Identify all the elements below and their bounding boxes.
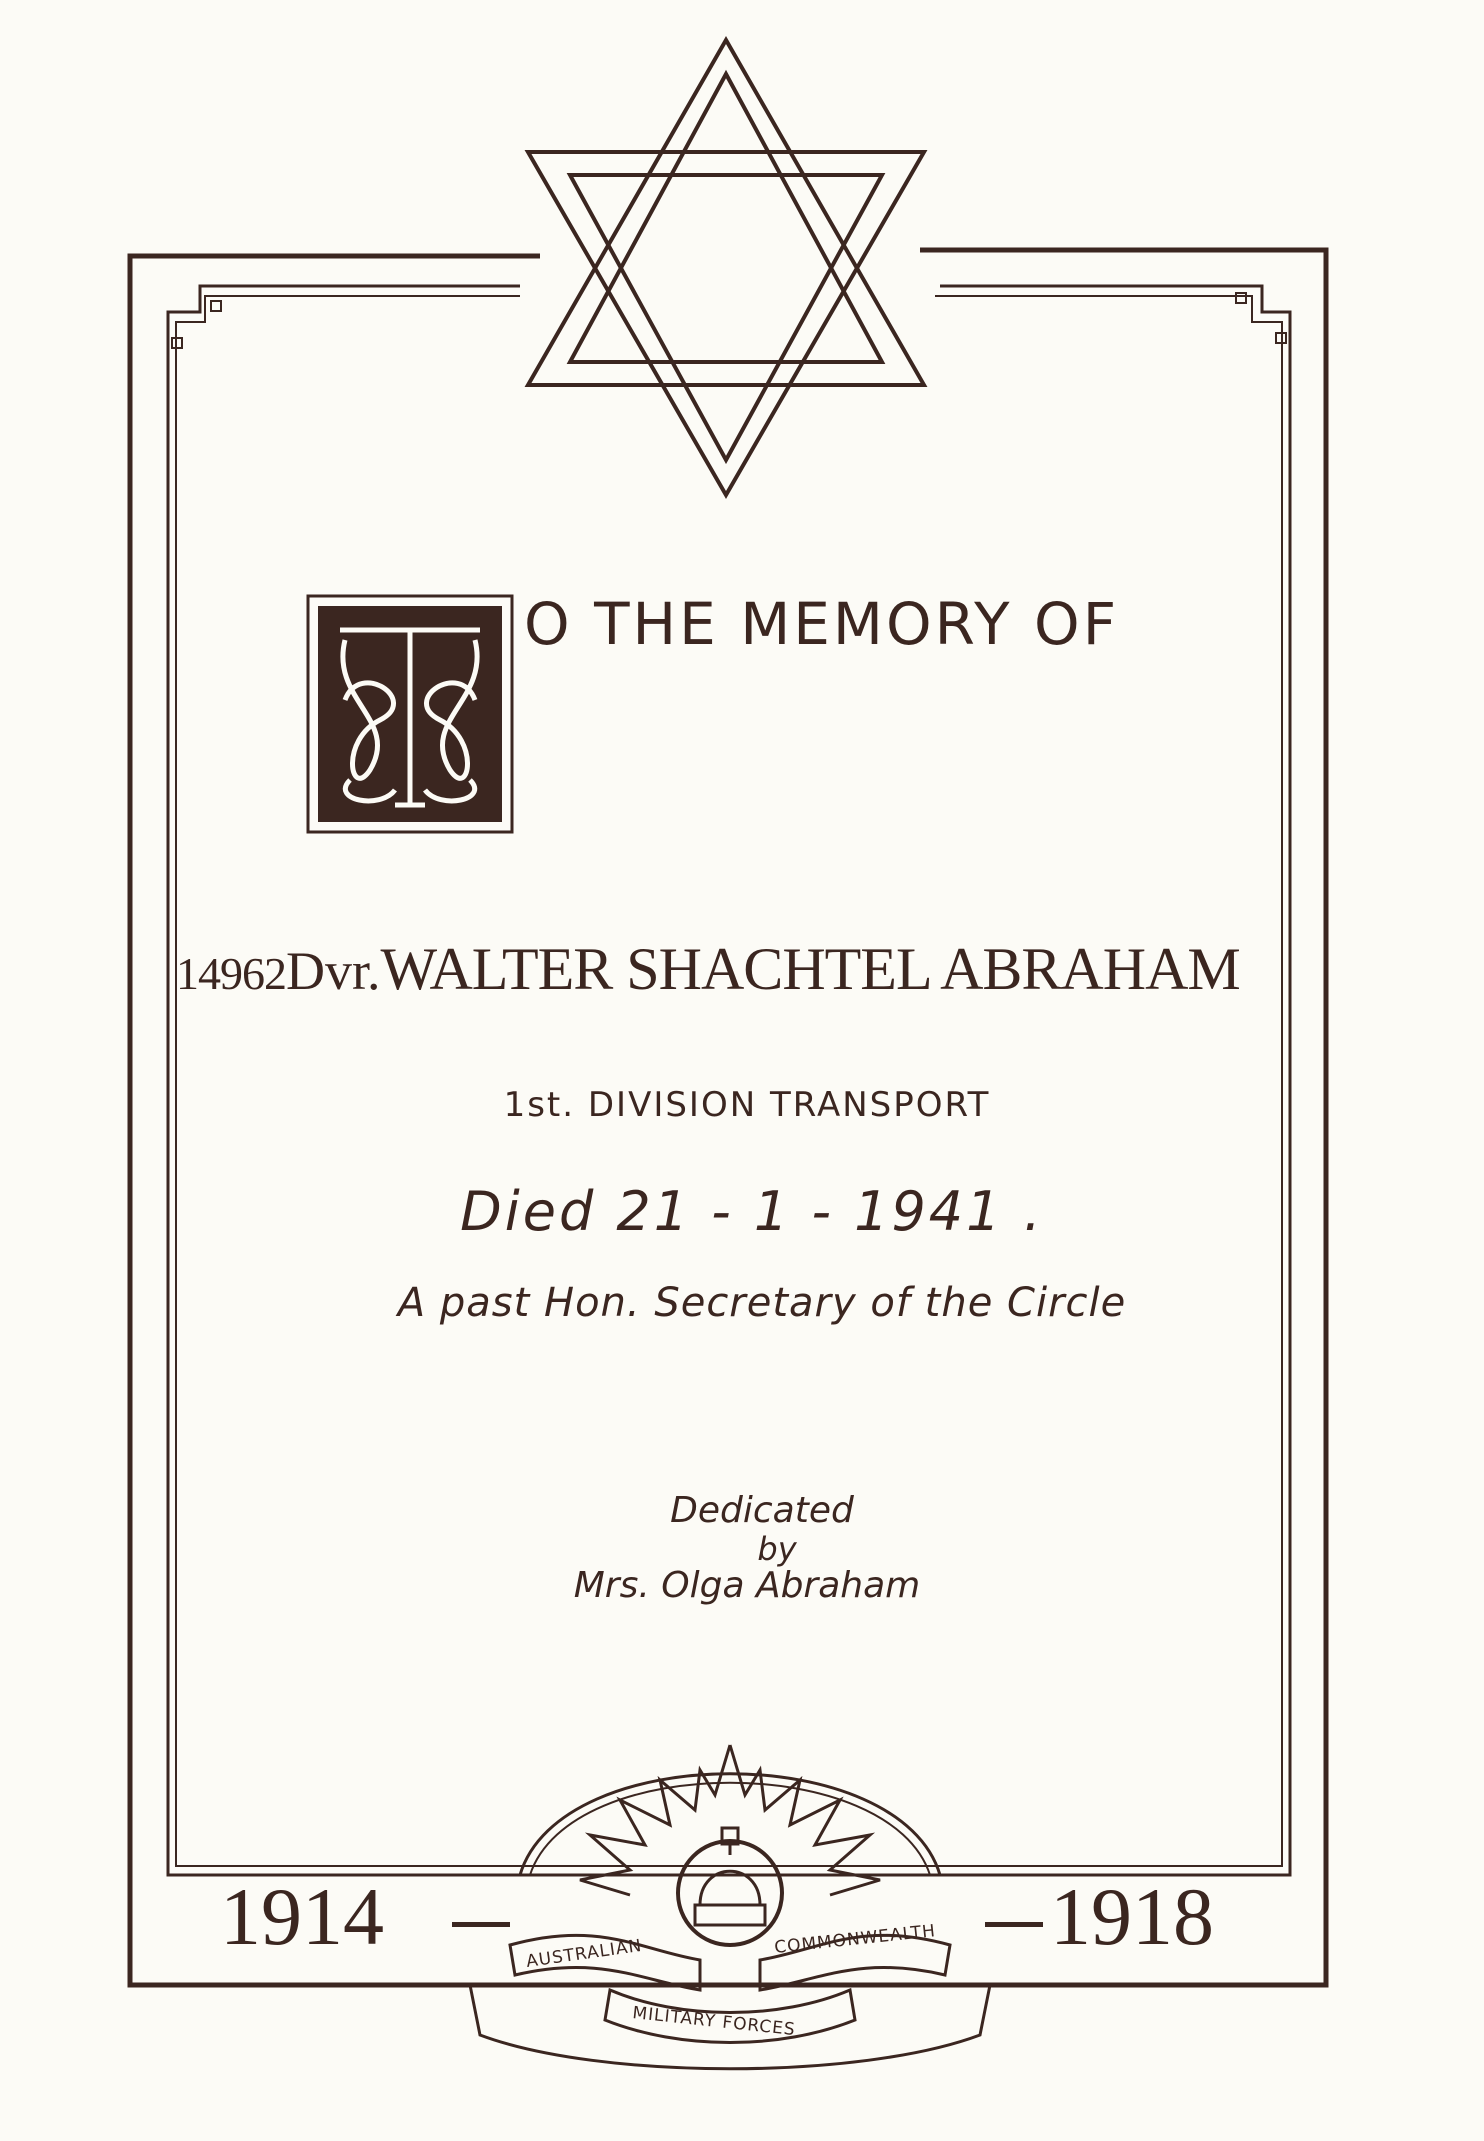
rank: Dvr. (286, 941, 381, 1001)
dedication-line-1: Dedicated (670, 1490, 854, 1531)
year-start: 1914 (220, 1871, 384, 1962)
badge-ribbon-left: AUSTRALIAN (524, 1935, 644, 1972)
soldier-name: WALTER SHACHTEL ABRAHAM (380, 936, 1240, 1002)
badge-ribbon-bottom: MILITARY FORCES (631, 2003, 797, 2041)
year-end: 1918 (1050, 1871, 1214, 1962)
unit: 1st. DIVISION TRANSPORT (503, 1085, 991, 1125)
service-number: 14962 (176, 948, 286, 999)
year-dash-right (985, 1922, 1043, 1927)
year-dash-left (452, 1922, 510, 1927)
dedication-line-2: by (757, 1530, 797, 1568)
drop-cap-box (308, 596, 512, 832)
badge-ribbon-right: COMMONWEALTH (773, 1921, 937, 1958)
role-description: A past Hon. Secretary of the Circle (397, 1280, 1127, 1326)
frame-inner-border (168, 286, 1290, 1875)
soldier-line (176, 935, 1286, 1004)
dedication-line-3: Mrs. Olga Abraham (573, 1565, 921, 1606)
date-of-death: Died 21 - 1 - 1941 . (460, 1180, 1044, 1243)
memorial-heading: O THE MEMORY OF (524, 590, 1120, 658)
star-of-david-icon (528, 40, 924, 495)
